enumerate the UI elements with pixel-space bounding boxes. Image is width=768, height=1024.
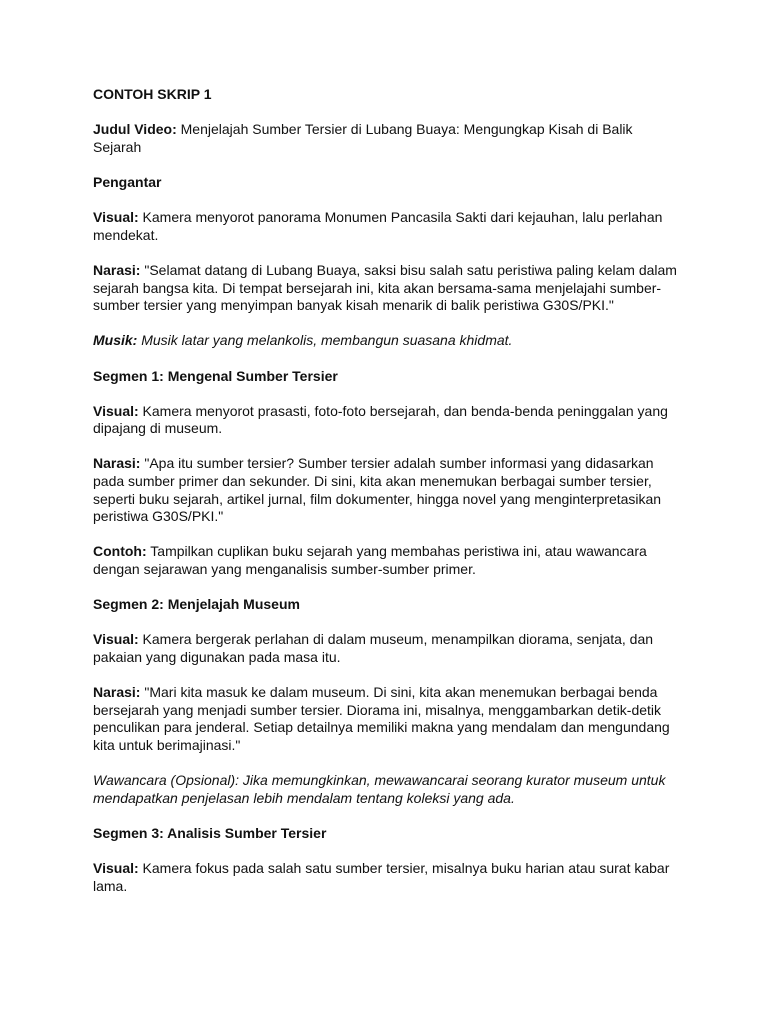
document-title: CONTOH SKRIP 1	[93, 86, 212, 102]
segmen2-visual-label: Visual:	[93, 631, 139, 648]
pengantar-musik-label: Musik:	[93, 332, 138, 349]
pengantar-musik-text: Musik latar yang melankolis, membangun suasana khidmat.	[137, 332, 513, 349]
segmen1-narasi-paragraph	[93, 455, 683, 525]
pengantar-visual-paragraph	[93, 209, 683, 244]
segmen1-narasi-text: "Apa itu sumber tersier? Sumber tersier adalah sumber informasi yang didasarkan pada sumber primer dan sekunder. Di sini, kita akan menemukan berbagai sumber tersier, seperti buku sejarah, artikel jurnal, film dokumenter, hingga novel yang menginterpretasikan peristiwa G30S/PKI."	[93, 455, 662, 525]
pengantar-narasi-text: "Selamat datang di Lubang Buaya, saksi bisu salah satu peristiwa paling kelam dalam sejarah bangsa kita. Di tempat bersejarah ini, kita akan bersama-sama menjelajahi sumber-sumber tersier yang menyimpan banyak kisah menarik di balik peristiwa G30S/PKI."	[93, 261, 677, 314]
section-heading-pengantar: Pengantar	[93, 173, 162, 190]
segmen1-visual-label: Visual:	[93, 402, 139, 419]
pengantar-visual-label: Visual:	[93, 209, 139, 226]
section-heading-segmen-1: Segmen 1: Mengenal Sumber Tersier	[93, 367, 338, 384]
segmen2-visual-paragraph	[93, 631, 683, 666]
segmen1-narasi-label: Narasi:	[93, 455, 141, 472]
segmen1-contoh-paragraph	[93, 543, 683, 578]
pengantar-visual-text: Kamera menyorot panorama Monumen Pancasila Sakti dari kejauhan, lalu perlahan mendekat.	[93, 209, 663, 243]
document-content	[93, 86, 683, 913]
pengantar-musik-paragraph	[93, 332, 683, 350]
segmen2-narasi-paragraph	[93, 684, 683, 754]
segmen3-visual-label: Visual:	[93, 860, 139, 877]
segmen2-wawancara-paragraph: Wawancara (Opsional): Jika memungkinkan, mewawancarai seorang kurator museum untuk mendapatkan penjelasan lebih mendalam tentang koleksi yang ada.	[93, 772, 666, 806]
segmen1-contoh-label: Contoh:	[93, 543, 147, 560]
section-heading-segmen-2: Segmen 2: Menjelajah Museum	[93, 596, 300, 613]
section-heading-segmen-3: Segmen 3: Analisis Sumber Tersier	[93, 824, 327, 841]
judul-video-paragraph	[93, 121, 683, 156]
judul-video-text: Menjelajah Sumber Tersier di Lubang Buaya: Mengungkap Kisah di Balik Sejarah	[93, 121, 633, 155]
segmen2-narasi-text: "Mari kita masuk ke dalam museum. Di sini, kita akan menemukan berbagai benda bersejarah yang menjadi sumber tersier. Diorama ini, misalnya, menggambarkan detik-detik penculikan para jenderal. Setiap detailnya memiliki makna yang mendalam dan mengundang kita untuk berimajinasi."	[93, 684, 670, 753]
segmen1-visual-text: Kamera menyorot prasasti, foto-foto bersejarah, dan benda-benda peninggalan yang dipajang di museum.	[93, 402, 668, 437]
segmen1-visual-paragraph	[93, 403, 683, 438]
segmen3-visual-text: Kamera fokus pada salah satu sumber tersier, misalnya buku harian atau surat kabar lama.	[93, 860, 670, 894]
judul-video-label: Judul Video:	[93, 121, 177, 138]
segmen3-visual-paragraph	[93, 860, 683, 895]
segmen2-visual-text: Kamera bergerak perlahan di dalam museum, menampilkan diorama, senjata, dan pakaian yang digunakan pada masa itu.	[93, 631, 654, 665]
segmen2-narasi-label: Narasi:	[93, 684, 141, 701]
pengantar-narasi-label: Narasi:	[93, 261, 141, 278]
pengantar-narasi-paragraph	[93, 262, 683, 315]
segmen1-contoh-text: Tampilkan cuplikan buku sejarah yang membahas peristiwa ini, atau wawancara dengan sejarawan yang menganalisis sumber-sumber primer.	[93, 543, 647, 578]
